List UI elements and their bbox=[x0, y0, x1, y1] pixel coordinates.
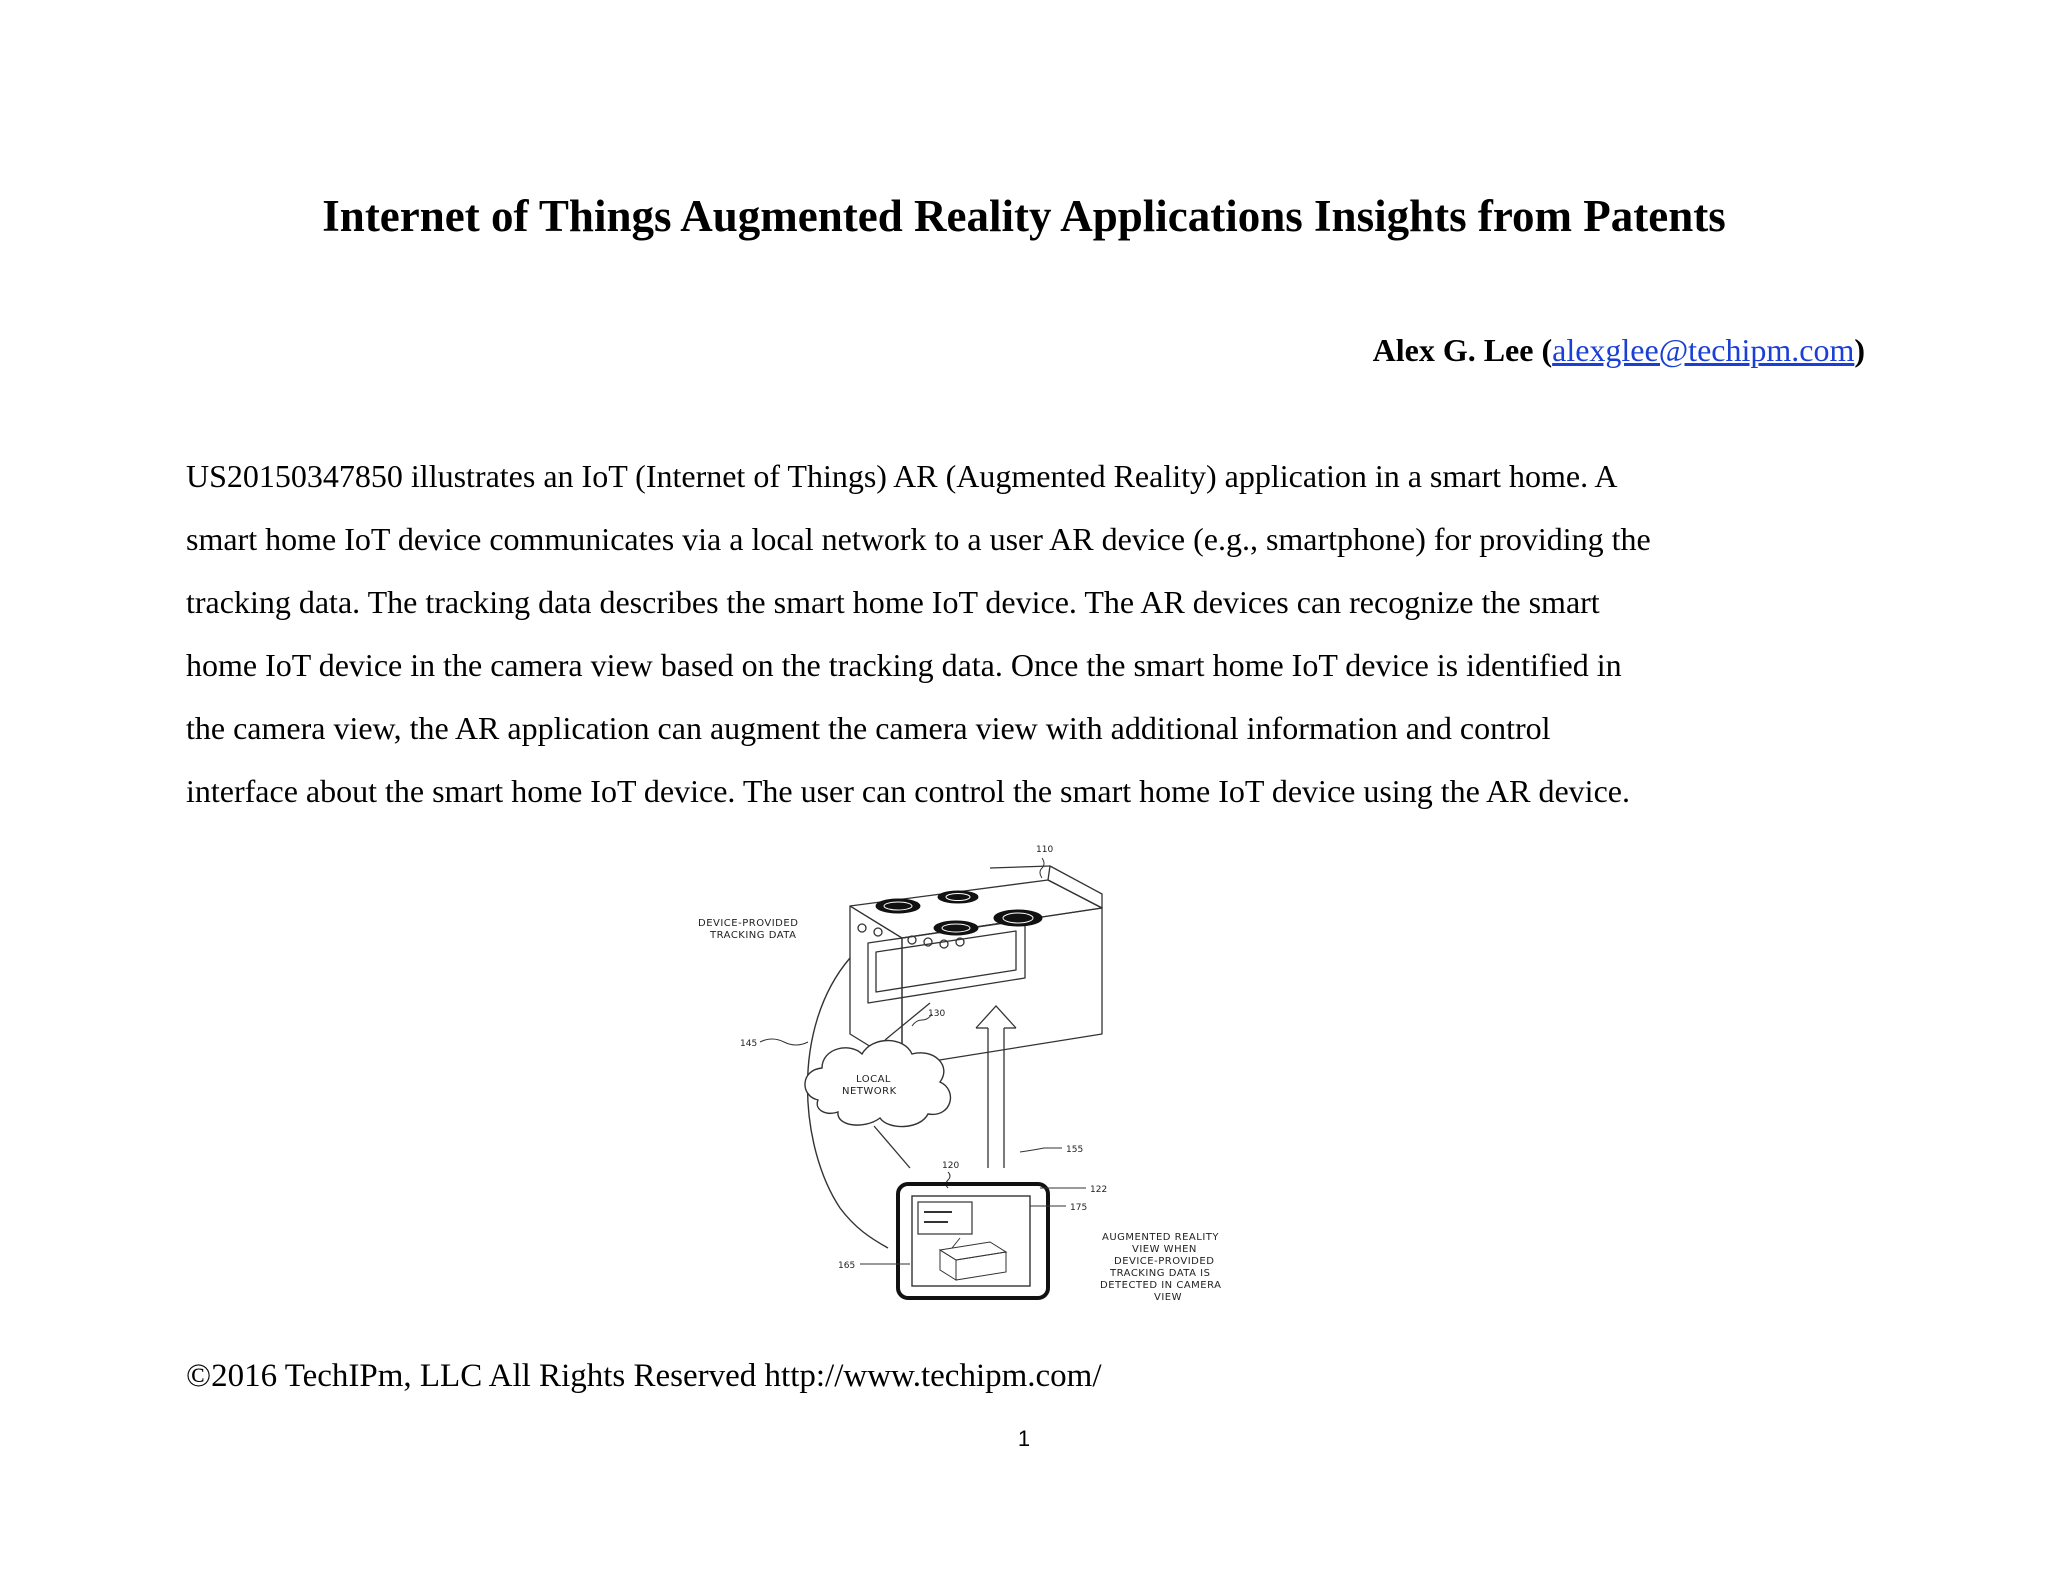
page-number: 1 bbox=[1017, 1426, 1031, 1451]
ar-device-frame bbox=[898, 1184, 1048, 1298]
ref-165: 165 bbox=[838, 1261, 856, 1271]
local-network-label-2: NETWORK bbox=[842, 1086, 897, 1097]
ref-110: 110 bbox=[1036, 845, 1054, 855]
ar-overlay-box bbox=[918, 1202, 972, 1234]
ar-view-label-5: DETECTED IN CAMERA bbox=[1100, 1280, 1222, 1291]
ref-122: 122 bbox=[1090, 1185, 1108, 1195]
ar-view-label-1: AUGMENTED REALITY bbox=[1102, 1232, 1219, 1243]
ref-175: 175 bbox=[1070, 1203, 1088, 1213]
ar-view-label-4: TRACKING DATA IS bbox=[1110, 1268, 1211, 1279]
burner-icon bbox=[934, 921, 978, 935]
burner-icon bbox=[876, 899, 920, 913]
body-line: smart home IoT device communicates via a local network to a user AR device (e.g., smartphone) for providing the bbox=[186, 521, 1651, 557]
author-close-paren: ) bbox=[1854, 332, 1865, 368]
ar-view-label-2: VIEW WHEN bbox=[1132, 1244, 1197, 1255]
author-name: Alex G. Lee bbox=[1372, 332, 1534, 368]
tracking-data-label-2: TRACKING DATA bbox=[710, 930, 797, 941]
author-open-paren: ( bbox=[1541, 332, 1553, 368]
ar-device-screen bbox=[912, 1196, 1030, 1286]
stove-front bbox=[902, 908, 1102, 1066]
author-line bbox=[1373, 328, 1865, 372]
ar-view-label-3: DEVICE-PROVIDED bbox=[1114, 1256, 1215, 1267]
body-paragraph bbox=[186, 445, 1886, 823]
document-title: Internet of Things Augmented Reality Applications Insights from Patents bbox=[322, 191, 1726, 241]
patent-figure bbox=[690, 828, 1270, 1306]
upward-arrow-icon bbox=[976, 1006, 1016, 1168]
ref-120: 120 bbox=[942, 1161, 960, 1171]
author-email-link[interactable]: alexglee@techipm.com bbox=[1552, 332, 1855, 368]
local-network-label-1: LOCAL bbox=[856, 1074, 891, 1085]
burner-icon bbox=[994, 910, 1042, 926]
burner-icon bbox=[938, 891, 978, 903]
body-line: the camera view, the AR application can augment the camera view with additional information and control bbox=[186, 710, 1551, 746]
ref-130: 130 bbox=[928, 1009, 946, 1019]
tracking-data-label-1: DEVICE-PROVIDED bbox=[698, 918, 799, 929]
ref-145: 145 bbox=[740, 1039, 758, 1049]
body-line: interface about the smart home IoT device. The user can control the smart home IoT device using the AR device. bbox=[186, 773, 1630, 809]
ar-view-label-6: VIEW bbox=[1154, 1292, 1182, 1303]
copyright-footer: ©2016 TechIPm, LLC All Rights Reserved http://www.techipm.com/ bbox=[186, 1358, 1102, 1394]
body-line: tracking data. The tracking data describes the smart home IoT device. The AR devices can recognize the smart bbox=[186, 584, 1600, 620]
body-line: US20150347850 illustrates an IoT (Internet of Things) AR (Augmented Reality) application in a smart home. A bbox=[186, 458, 1618, 494]
patent-figure-drawing bbox=[690, 828, 1270, 1306]
ref-155: 155 bbox=[1066, 1145, 1084, 1155]
body-line: home IoT device in the camera view based on the tracking data. Once the smart home IoT device is identified in bbox=[186, 647, 1622, 683]
